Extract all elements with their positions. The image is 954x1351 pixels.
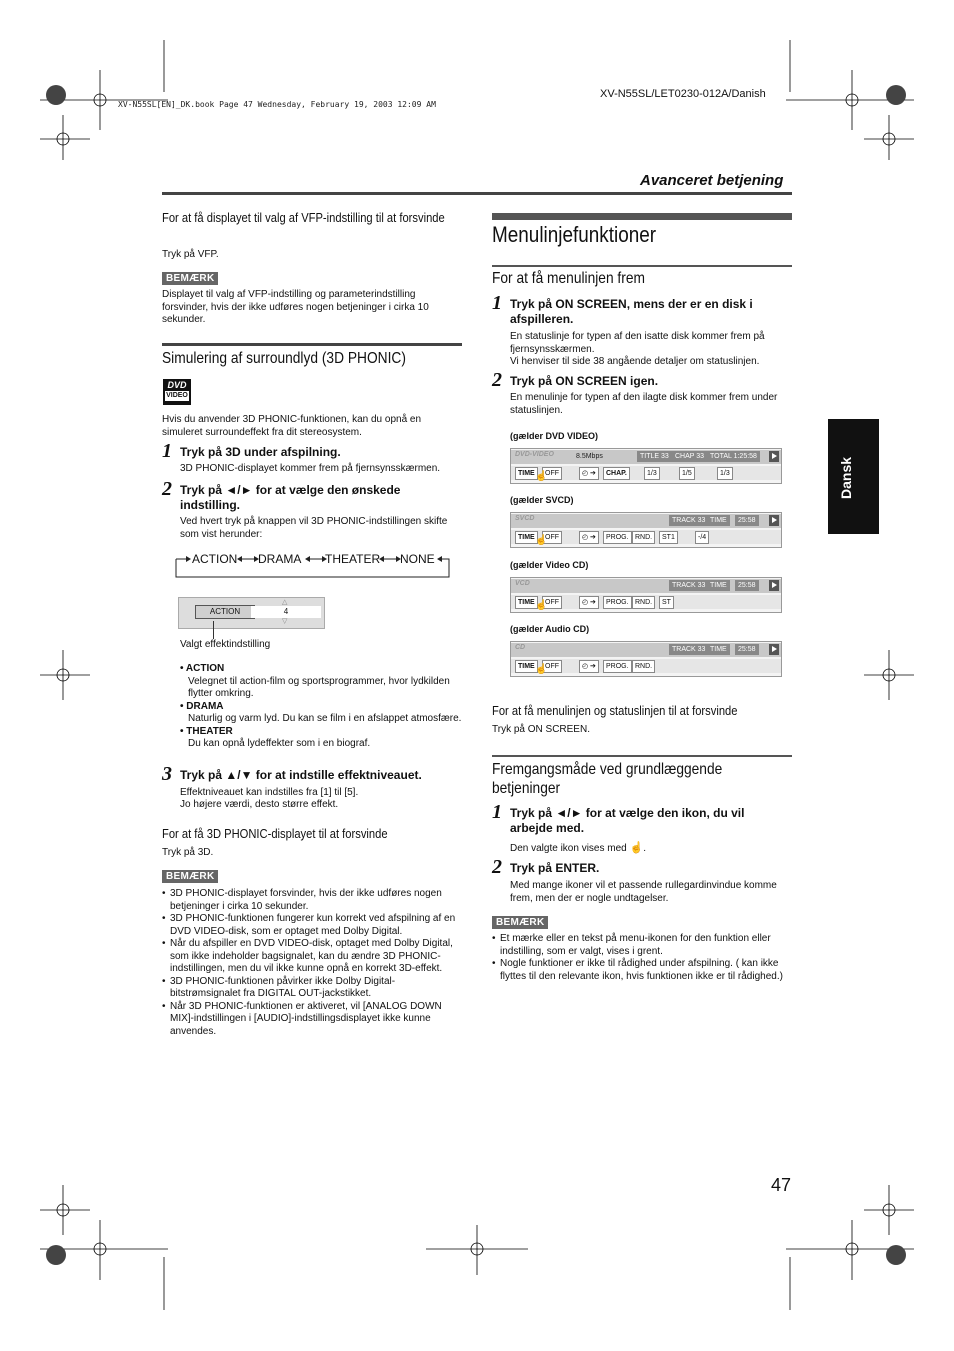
- callout-line: [213, 621, 214, 639]
- effects-list: [180, 663, 465, 751]
- note-item: • Når du afspiller en DVD VIDEO-disk, optaget med Dolby Digital, som ikke indeholder bagsignalet, kan du ændre 3D PHONIC-indstillingen, men du vil ikke kunne opnå en korrekt 3D-effekt.: [162, 938, 460, 976]
- note-item: • 3D PHONIC-displayet forsvinder, hvis der ikke udføres nogen betjeninger i cirka 10 sekunder.: [162, 888, 460, 913]
- subtitle-button[interactable]: 1/5: [679, 467, 695, 480]
- step-text: Tryk på ◄/► for at vælge den ønskede indstilling.: [180, 483, 401, 512]
- timer-icon[interactable]: ◴ ➔: [579, 531, 599, 544]
- time-tag: TIME: [707, 515, 730, 526]
- step-detail: Vi henviser til side 38 angående detaljer om statuslinjen.: [510, 356, 760, 367]
- cursor-icon: ☝: [535, 600, 548, 611]
- osd-caption: (gælder SVCD): [510, 495, 574, 505]
- step-text: Tryk på ▲/▼ for at indstille effektniveauet.: [180, 768, 422, 782]
- status-bar: [511, 579, 781, 593]
- cursor-icon: ☝: [535, 535, 548, 546]
- vfp-heading: For at få displayet til valg af VFP-indstilling til at forsvinde: [162, 210, 445, 225]
- step-detail: En statuslinje for typen af den isatte disk kommer frem på fjernsynsskærmen.: [510, 331, 765, 355]
- hide-menu-text: Tryk på ON SCREEN.: [492, 724, 590, 735]
- step-detail: En menulinje for typen af den ilagte disk kommer frem under statuslinjen.: [510, 392, 778, 416]
- osd-caption: (gælder Video CD): [510, 560, 589, 570]
- play-icon: [769, 580, 779, 591]
- time-tag: TIME: [707, 580, 730, 591]
- disc-type: SVCD: [515, 515, 535, 522]
- status-bar: [511, 643, 781, 657]
- note-item: • 3D PHONIC-funktionen påvirker ikke Dolby Digital-bitstrømsignalet fra DIGITAL OUT-jackstikket.: [162, 976, 460, 1001]
- page-title: Menulinjefunktioner: [492, 222, 657, 247]
- up-arrow-icon: △: [282, 599, 288, 606]
- phonic-notes: [162, 888, 460, 1038]
- step-text: Tryk på 3D under afspilning.: [180, 445, 341, 459]
- time-button[interactable]: TIME: [515, 531, 538, 544]
- hide-phonic-heading: For at få 3D PHONIC-displayet til at forsvinde: [162, 826, 388, 841]
- note-item: • 3D PHONIC-funktionen fungerer kun korrekt ved afspilning af en DVD VIDEO-disk, som er optaget med Dolby Digital.: [162, 913, 460, 938]
- step-number: 2: [162, 478, 172, 500]
- disc-type: CD: [515, 644, 526, 651]
- status-bar: [511, 450, 781, 464]
- audio-button[interactable]: ST1: [659, 531, 678, 544]
- header-rule: [162, 192, 792, 195]
- cursor-icon: ☝: [535, 471, 548, 482]
- program-button[interactable]: PROG.: [603, 531, 632, 544]
- disc-type: VCD: [515, 580, 530, 587]
- subtitle-button[interactable]: -/4: [695, 531, 709, 544]
- step-text: Tryk på ENTER.: [510, 861, 600, 875]
- step-detail: Effektniveauet kan indstilles fra [1] til [5].: [180, 787, 359, 798]
- section-rule: [162, 343, 462, 346]
- section-rule: [492, 265, 792, 267]
- section-title: Avanceret betjening: [640, 172, 784, 189]
- cycle-item-none: NONE: [400, 552, 435, 566]
- program-button[interactable]: PROG.: [603, 596, 632, 609]
- step-detail: Jo højere værdi, desto større effekt.: [180, 799, 339, 810]
- cycle-item-drama: DRAMA: [258, 552, 302, 566]
- osd-caption: (gælder Audio CD): [510, 624, 590, 634]
- time-tag: TIME: [707, 644, 730, 655]
- repeat-button[interactable]: OFF: [542, 596, 562, 609]
- time-button[interactable]: TIME: [515, 596, 538, 609]
- note-item: • Et mærke eller en tekst på menu-ikonen for den funktion eller indstilling, som er valgt, vises i grent.: [492, 933, 790, 958]
- note-item: • Nogle funktioner er ikke til rådighed under afspilning. ( kan ikke flyttes til den relevante ikon, hvis funktionen ikke er til rådighed.): [492, 958, 790, 983]
- cycle-item-action: ACTION: [192, 552, 238, 566]
- disc-type: DVD-VIDEO: [515, 451, 554, 458]
- play-icon: [769, 451, 779, 462]
- osd-vcd: [510, 577, 782, 613]
- menu-bar: [511, 530, 781, 544]
- dvd-video-badge: DVD VIDEO: [163, 379, 191, 405]
- step-number: 1: [492, 292, 502, 314]
- step-text: Tryk på ON SCREEN, mens der er en disk i afspilleren.: [510, 297, 753, 326]
- phonic-effect-box: ACTION: [195, 605, 255, 619]
- random-button[interactable]: RND.: [632, 660, 655, 673]
- language-tab: [828, 419, 879, 534]
- menu-notes: [492, 933, 790, 983]
- note-badge: BEMÆRK: [162, 272, 218, 285]
- step-number: 1: [162, 440, 172, 462]
- status-bar: [511, 514, 781, 528]
- track-tag: TRACK 33: [669, 580, 708, 591]
- random-button[interactable]: RND.: [632, 596, 655, 609]
- cursor-icon: ☝: [629, 842, 644, 854]
- time-value: 25:58: [735, 515, 759, 526]
- phonic-level: 4: [251, 606, 321, 618]
- vfp-note: Displayet til valg af VFP-indstilling og parameterindstilling forsvinder, hvis der ikke udføres nogen betjeninger i cirka 10 sekunder.: [162, 289, 429, 325]
- title-tag: TITLE 33: [637, 451, 672, 462]
- random-button[interactable]: RND.: [632, 531, 655, 544]
- vfp-text: Tryk på VFP.: [162, 249, 219, 260]
- osd-dvd: [510, 448, 782, 484]
- chapter-button[interactable]: CHAP.: [603, 467, 630, 480]
- total-tag: TOTAL 1:25:58: [707, 451, 760, 462]
- hide-phonic-text: Tryk på 3D.: [162, 847, 214, 858]
- track-tag: TRACK 33: [669, 644, 708, 655]
- menu-bar: [511, 466, 781, 480]
- track-tag: TRACK 33: [669, 515, 708, 526]
- basic-ops-heading: Fremgangsmåde ved grundlæggende betjeninger: [492, 761, 723, 797]
- repeat-button[interactable]: OFF: [542, 660, 562, 673]
- time-value: 25:58: [735, 580, 759, 591]
- effect-item: • THEATER: [180, 725, 233, 737]
- program-button[interactable]: PROG.: [603, 660, 632, 673]
- effect-desc: Naturlig og varm lyd. Du kan se film i en afslappet atmosfære.: [188, 713, 462, 724]
- language-tab-label: Dansk: [838, 456, 854, 499]
- time-button[interactable]: TIME: [515, 660, 538, 673]
- note-badge: BEMÆRK: [162, 870, 218, 883]
- step-number: 2: [492, 369, 502, 391]
- page-number: 47: [771, 1175, 792, 1195]
- document-code: XV-N55SL/LET0230-012A/Danish: [600, 88, 766, 100]
- step-detail: Den valgte ikon vises med ☝.: [510, 842, 646, 854]
- time-value: 25:58: [735, 644, 759, 655]
- step-number: 2: [492, 856, 502, 878]
- menu-bar: [511, 659, 781, 673]
- menu-bar: [511, 595, 781, 609]
- phonic-heading: Simulering af surroundlyd (3D PHONIC): [162, 350, 406, 367]
- chapter-tag: CHAP 33: [672, 451, 707, 462]
- osd-cd: [510, 641, 782, 677]
- note-item: • Når 3D PHONIC-funktionen er aktiveret, vil [ANALOG DOWN MIX]-indstillingen i [AUDIO]-indstillingsdisplayet ikke kunne anvendes.: [162, 1001, 460, 1039]
- step-detail: 3D PHONIC-displayet kommer frem på fjernsynsskærmen.: [180, 463, 441, 474]
- effect-item: • DRAMA: [180, 700, 224, 712]
- phonic-intro: Hvis du anvender 3D PHONIC-funktionen, kan du opnå en simuleret surroundeffekt fra dit stereosystem.: [162, 414, 422, 438]
- file-info-line: XV-N55SL[EN]_DK.book Page 47 Wednesday, February 19, 2003 12:09 AM: [118, 100, 436, 109]
- play-icon: [769, 644, 779, 655]
- angle-button[interactable]: 1/3: [717, 467, 733, 480]
- timer-icon[interactable]: ◴ ➔: [579, 596, 599, 609]
- cycle-item-theater: THEATER: [325, 552, 381, 566]
- title-bar: [492, 213, 792, 220]
- step-detail: Med mange ikoner vil et passende rullegardinvindue komme frem, men der er nogle undtagelser.: [510, 880, 777, 904]
- effect-desc: Velegnet til action-film og sportsprogrammer, hvor lydkilden flytter omkring.: [188, 675, 450, 699]
- show-menu-heading: For at få menulinjen frem: [492, 270, 645, 287]
- bitrate: 8.5Mbps: [576, 453, 603, 460]
- step-number: 1: [492, 801, 502, 823]
- play-icon: [769, 515, 779, 526]
- note-badge: BEMÆRK: [492, 916, 548, 929]
- audio-button[interactable]: 1/3: [644, 467, 660, 480]
- cursor-icon: ☝: [535, 664, 548, 675]
- down-arrow-icon: ▽: [282, 618, 288, 625]
- repeat-button[interactable]: OFF: [542, 467, 562, 480]
- effect-item: • ACTION: [180, 663, 225, 674]
- osd-caption: (gælder DVD VIDEO): [510, 431, 599, 441]
- step-number: 3: [162, 763, 172, 785]
- timer-icon[interactable]: ◴ ➔: [579, 467, 599, 480]
- hide-menu-heading: For at få menulinjen og statuslinjen til at forsvinde: [492, 703, 738, 718]
- section-rule: [492, 755, 792, 757]
- display-caption: Valgt effektindstilling: [180, 639, 271, 650]
- audio-button[interactable]: ST: [659, 596, 674, 609]
- time-button[interactable]: TIME: [515, 467, 538, 480]
- repeat-button[interactable]: OFF: [542, 531, 562, 544]
- step-text: Tryk på ◄/► for at vælge den ikon, du vil arbejde med.: [510, 806, 745, 835]
- phonic-display: [178, 597, 325, 629]
- step-text: Tryk på ON SCREEN igen.: [510, 374, 659, 388]
- timer-icon[interactable]: ◴ ➔: [579, 660, 599, 673]
- effect-desc: Du kan opnå lydeffekter som i en biograf.: [188, 738, 371, 749]
- osd-svcd: [510, 512, 782, 548]
- step-detail: Ved hvert tryk på knappen vil 3D PHONIC-indstillingen skifte som vist herunder:: [180, 516, 448, 540]
